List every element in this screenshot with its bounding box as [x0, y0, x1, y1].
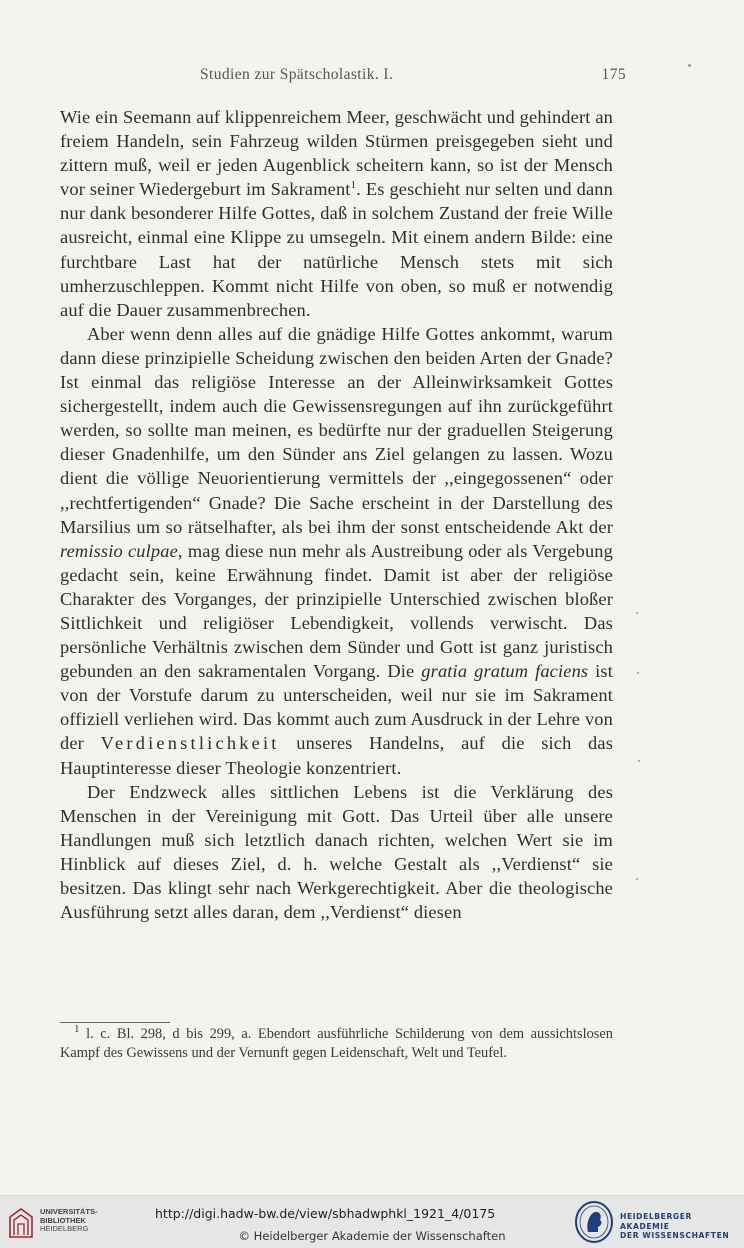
page-number: 175 — [601, 66, 626, 83]
library-line-2: BIBLIOTHEK — [40, 1215, 86, 1225]
academy-line-2: DER WISSENSCHAFTEN — [620, 1231, 730, 1240]
paragraph-2-part-d: unseres Handelns, auf die sich das Hauptinteresse dieser Theologie konzentriert. — [60, 733, 614, 778]
paragraph-2-part-a: Aber wenn denn alles auf die gnädige Hilfe Gottes ankommt, warum dann diese prinzipielle Scheidung zwischen den beiden Arten der Gnade? Ist einmal das religiöse Interesse an der Alleinwirksamkeit Gottes sichergestellt, indem auch die Gewissensregungen auf ihn zurückgeführt werden, so sollte man meinen, es bedürfte nur der graduellen Steigerung dieser Gnadenhilfe, um den Sünder ans Ziel gelangen zu lassen. Wozu dient die völlige Neuorientierung vermittels der ,,eingegossenen“ oder ,,rechtfertigenden“ Gnade? Die Sache erscheint in der Darstellung des Marsilius um so rätselhafter, als bei ihm der sonst entscheidende Akt der — [60, 323, 613, 537]
footnote-1-text: l. c. Bl. 298, d bis 299, a. Ebendort ausführliche Schilderung von dem aussichtslosen Kampf des Gewissens und der Vernunft gegen Leidenschaft, Welt und Teufel. — [60, 1026, 613, 1061]
scan-speck — [638, 760, 640, 762]
main-text — [60, 105, 613, 924]
paragraph-2-part-b: , mag diese nun mehr als Austreibung oder als Vergebung gedacht sein, keine Erwähnung findet. Damit ist aber der religiöse Charakter des Vorganges, der prinzipielle Unterschied zwischen bloßer Sittlichkeit und religiöser Lebendigkeit, vollends verwischt. Das persönliche Verhältnis zwischen dem Sünder und Gott ist ganz juristisch gebunden an den sakramentalen Vorgang. Die — [60, 540, 614, 682]
scan-speck — [637, 672, 639, 674]
running-title: Studien zur Spätscholastik. I. — [200, 66, 394, 83]
copyright-notice: © Heidelberger Akademie der Wissenschaften — [238, 1229, 506, 1243]
paragraph-1 — [60, 105, 613, 322]
library-line-3: HEIDELBERG — [40, 1224, 89, 1234]
italic-remissio-culpae: remissio culpae — [60, 540, 178, 561]
academy-name — [620, 1212, 744, 1241]
permalink-url[interactable]: http://digi.hadw-bw.de/view/sbhadwphkl_1921_4/0175 — [155, 1206, 496, 1221]
footnotes — [60, 1025, 613, 1063]
scan-speck — [688, 64, 691, 67]
italic-gratia-gratum-faciens: gratia gratum faciens — [421, 661, 589, 682]
viewer-footer — [0, 1195, 744, 1248]
footnote-reference: 1 — [350, 179, 357, 192]
paragraph-3 — [60, 780, 613, 925]
scan-speck — [636, 612, 638, 614]
scan-speck — [636, 878, 638, 880]
academy-seal-icon — [574, 1200, 614, 1244]
academy-line-1: HEIDELBERGER AKADEMIE — [620, 1212, 692, 1231]
spaced-emphasis: Verdienstlichkeit — [100, 733, 280, 754]
paragraph-2 — [60, 322, 613, 780]
paragraph-3-text: Der Endzweck alles sittlichen Lebens ist die Verklärung des Menschen in der Vereinigung mit Gott. Das Urteil über alle unsere Handlungen muß sich letztlich danach richten, welchen Wert sie im Hinblick auf dieses Ziel, d. h. welche Gestalt als ,,Verdienst“ sie besitzen. Das klingt sehr nach Werkgerechtigkeit. Aber die theologische Ausführung setzt alles daran, dem ,,Verdienst“ diesen — [60, 781, 613, 923]
footnote-1 — [60, 1025, 613, 1063]
paragraph-1-continuation: . Es geschieht nur selten und dann nur dank besonderer Hilfe Gottes, daß in solchem Zustand der freie Wille ausreicht, einmal eine Klippe zu umsegeln. Mit einem andern Bilde: eine furchtbare Last hat der natürliche Mensch stets mit sich umherzuschleppen. Kommt nicht Hilfe von oben, so muß er notwendig auf die Dauer zusammenbrechen. — [60, 179, 613, 320]
paragraph-2-part-c: ist von der Vorstufe darum zu unterscheiden, weil nur sie im Sakrament offiziell verliehen wird. Das kommt auch zum Ausdruck in der Lehre von der — [60, 661, 613, 754]
library-line-1: UNIVERSITÄTS- — [40, 1207, 98, 1216]
paragraph-1-text: Wie ein Seemann auf klippenreichem Meer, geschwächt und gehindert an freiem Handeln, sein Fahrzeug wilden Stürmen preisgegeben sieht und zittern muß, weil er jeden Augenblick scheitern kann, so ist der Mensch vor seiner Wiedergeburt im Sakrament — [60, 107, 613, 200]
running-header — [60, 66, 626, 86]
footnote-marker: 1 — [74, 1023, 80, 1036]
